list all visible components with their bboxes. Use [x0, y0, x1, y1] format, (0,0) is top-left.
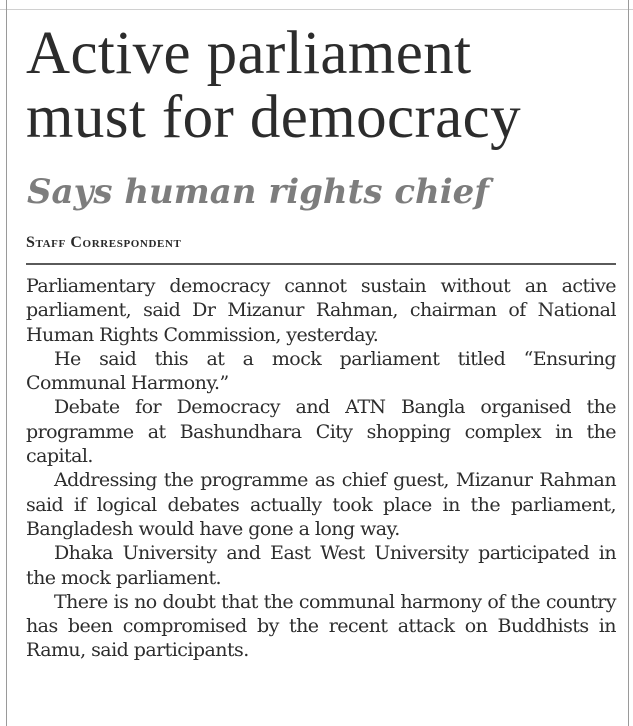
column-border-left [6, 0, 7, 726]
column-border-right [628, 0, 629, 726]
article-body [26, 274, 616, 663]
paragraph-3: Debate for Democracy and ATN Bangla organised the programme at Bashundhara City shopping complex in the capital. [26, 396, 616, 468]
paragraph-1: Parliamentary democracy cannot sustain without an active parliament, said Dr Mizanur Rahman, chairman of National Human Rights Commission, yesterday. [26, 275, 616, 346]
byline: Staff Correspondent [26, 234, 182, 251]
paragraph-4: Addressing the programme as chief guest, Mizanur Rahman said if logical debates actually took place in the parliament, Bangladesh would have gone a long way. [26, 469, 616, 540]
paragraph-2: He said this at a mock parliament titled “Ensuring Communal Harmony.” [26, 347, 616, 395]
paragraph-5: Dhaka University and East West University participated in the mock parliament. [26, 542, 616, 589]
headline [26, 22, 626, 150]
top-border [0, 9, 633, 10]
headline-line-1: Active parliament [26, 20, 472, 87]
subheadline: Says human rights chief [27, 172, 489, 212]
headline-line-2: must for democracy [26, 84, 522, 151]
paragraph-6: There is no doubt that the communal harmony of the country has been compromised by the recent attack on Buddhists in Ramu, said participants. [26, 590, 616, 662]
byline-divider [26, 263, 616, 265]
